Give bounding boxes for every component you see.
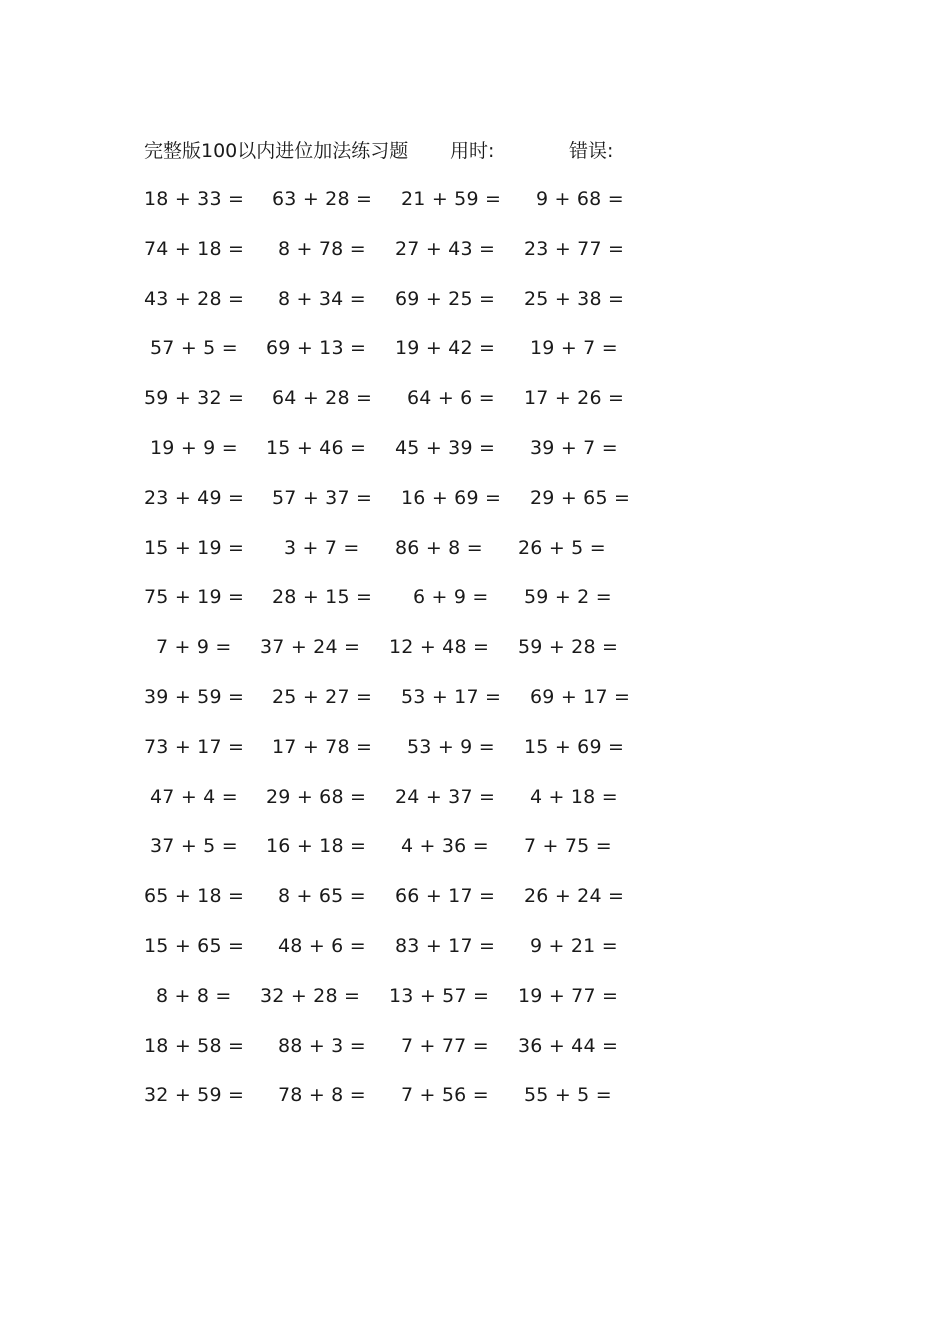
problem-cell: 8 + 65 =: [278, 885, 366, 908]
problem-cell: 12 + 48 =: [389, 636, 490, 659]
problem-cell: 16 + 69 =: [401, 486, 502, 509]
problem-cell: 53 + 9 =: [407, 735, 495, 758]
problem-cell: 47 + 4 =: [150, 785, 238, 808]
problem-cell: 19 + 77 =: [518, 984, 619, 1007]
problem-cell: 53 + 17 =: [401, 685, 502, 708]
problem-cell: 28 + 15 =: [272, 586, 373, 609]
problem-cell: 26 + 24 =: [524, 885, 625, 908]
problem-cell: 64 + 28 =: [272, 387, 373, 410]
problem-cell: 13 + 57 =: [389, 984, 490, 1007]
problem-cell: 39 + 7 =: [530, 436, 618, 459]
problem-cell: 37 + 24 =: [260, 636, 361, 659]
problem-cell: 55 + 5 =: [524, 1084, 612, 1107]
problem-cell: 36 + 44 =: [518, 1034, 619, 1057]
worksheet-title: 完整版100以内进位加法练习题: [144, 140, 409, 162]
problem-cell: 15 + 19 =: [144, 536, 245, 559]
problem-cell: 15 + 46 =: [266, 436, 367, 459]
problem-grid: [0, 184, 950, 1130]
problem-row: [0, 284, 950, 334]
problem-cell: 45 + 39 =: [395, 436, 496, 459]
problem-cell: 59 + 32 =: [144, 387, 245, 410]
problem-row: [0, 831, 950, 881]
problem-cell: 24 + 37 =: [395, 785, 496, 808]
problem-row: [0, 383, 950, 433]
problem-cell: 73 + 17 =: [144, 735, 245, 758]
problem-cell: 15 + 69 =: [524, 735, 625, 758]
problem-cell: 25 + 27 =: [272, 685, 373, 708]
problem-row: [0, 981, 950, 1031]
problem-cell: 9 + 68 =: [536, 188, 624, 210]
problem-cell: 48 + 6 =: [278, 934, 366, 957]
problem-cell: 8 + 78 =: [278, 237, 366, 260]
problem-cell: 74 + 18 =: [144, 237, 245, 260]
problem-cell: 78 + 8 =: [278, 1084, 366, 1107]
problem-cell: 32 + 59 =: [144, 1084, 245, 1107]
problem-cell: 7 + 9 =: [156, 636, 232, 659]
problem-cell: 19 + 9 =: [150, 436, 238, 459]
problem-cell: 15 + 65 =: [144, 934, 245, 957]
problem-cell: 23 + 49 =: [144, 486, 245, 509]
problem-row: [0, 1080, 950, 1130]
problem-cell: 25 + 38 =: [524, 287, 625, 310]
problem-cell: 69 + 13 =: [266, 337, 367, 360]
problem-cell: 86 + 8 =: [395, 536, 483, 559]
problem-cell: 6 + 9 =: [413, 586, 489, 609]
problem-cell: 9 + 21 =: [530, 934, 618, 957]
problem-cell: 4 + 18 =: [530, 785, 618, 808]
problem-cell: 29 + 68 =: [266, 785, 367, 808]
problem-cell: 32 + 28 =: [260, 984, 361, 1007]
problem-row: [0, 782, 950, 832]
problem-cell: 66 + 17 =: [395, 885, 496, 908]
problem-row: [0, 433, 950, 483]
problem-cell: 3 + 7 =: [284, 536, 360, 559]
problem-row: [0, 533, 950, 583]
problem-cell: 4 + 36 =: [401, 835, 489, 858]
problem-row: [0, 184, 950, 234]
problem-cell: 37 + 5 =: [150, 835, 238, 858]
time-label: 用时:: [450, 140, 495, 162]
problem-row: [0, 682, 950, 732]
problem-cell: 57 + 37 =: [272, 486, 373, 509]
problem-row: [0, 632, 950, 682]
problem-cell: 27 + 43 =: [395, 237, 496, 260]
problem-cell: 65 + 18 =: [144, 885, 245, 908]
problem-cell: 7 + 75 =: [524, 835, 612, 858]
problem-cell: 17 + 78 =: [272, 735, 373, 758]
problem-cell: 8 + 34 =: [278, 287, 366, 310]
problem-row: [0, 881, 950, 931]
problem-cell: 75 + 19 =: [144, 586, 245, 609]
problem-cell: 17 + 26 =: [524, 387, 625, 410]
problem-cell: 57 + 5 =: [150, 337, 238, 360]
problem-row: [0, 333, 950, 383]
problem-cell: 64 + 6 =: [407, 387, 495, 410]
problem-cell: 39 + 59 =: [144, 685, 245, 708]
problem-cell: 7 + 56 =: [401, 1084, 489, 1107]
problem-cell: 59 + 28 =: [518, 636, 619, 659]
problem-row: [0, 732, 950, 782]
problem-cell: 29 + 65 =: [530, 486, 631, 509]
problem-cell: 23 + 77 =: [524, 237, 625, 260]
problem-cell: 18 + 33 =: [144, 188, 245, 210]
problem-cell: 16 + 18 =: [266, 835, 367, 858]
problem-row: [0, 582, 950, 632]
problem-row: [0, 234, 950, 284]
problem-cell: 7 + 77 =: [401, 1034, 489, 1057]
problem-cell: 21 + 59 =: [401, 188, 502, 210]
problem-row: [0, 931, 950, 981]
problem-cell: 63 + 28 =: [272, 188, 373, 210]
problem-cell: 18 + 58 =: [144, 1034, 245, 1057]
errors-label: 错误:: [569, 140, 614, 162]
problem-cell: 19 + 42 =: [395, 337, 496, 360]
problem-cell: 8 + 8 =: [156, 984, 232, 1007]
problem-row: [0, 483, 950, 533]
problem-cell: 43 + 28 =: [144, 287, 245, 310]
problem-cell: 88 + 3 =: [278, 1034, 366, 1057]
problem-cell: 69 + 25 =: [395, 287, 496, 310]
problem-cell: 26 + 5 =: [518, 536, 606, 559]
problem-cell: 83 + 17 =: [395, 934, 496, 957]
problem-cell: 69 + 17 =: [530, 685, 631, 708]
problem-cell: 19 + 7 =: [530, 337, 618, 360]
problem-row: [0, 1031, 950, 1081]
problem-cell: 59 + 2 =: [524, 586, 612, 609]
